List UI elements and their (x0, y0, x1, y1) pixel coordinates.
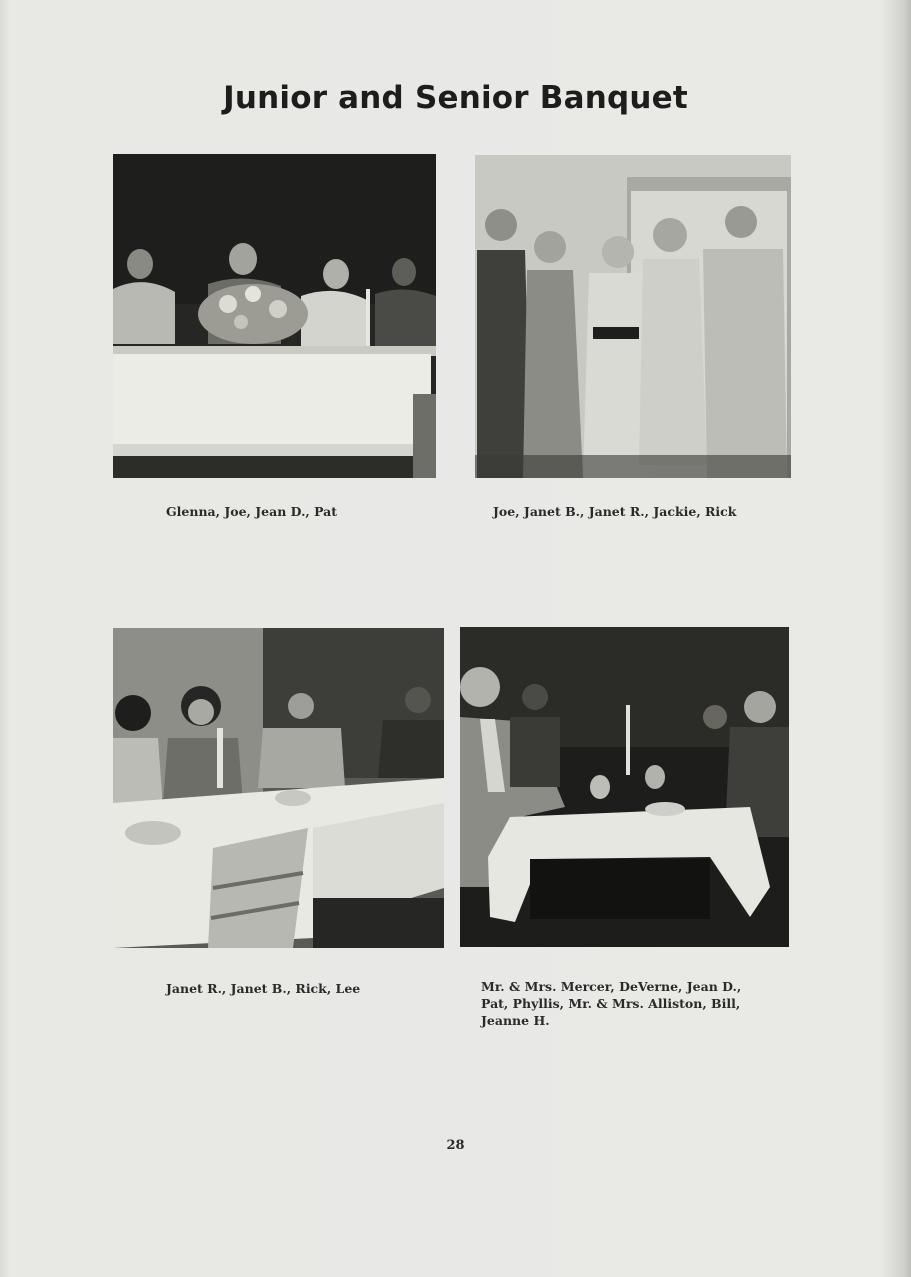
page-title: Junior and Senior Banquet (223, 80, 688, 116)
caption-1: Glenna, Joe, Jean D., Pat (166, 504, 338, 519)
caption-3: Janet R., Janet B., Rick, Lee (166, 981, 361, 996)
caption-4-line-2: Pat, Phyllis, Mr. & Mrs. Alliston, Bill, (481, 996, 741, 1011)
photo-chaperones-table (460, 627, 789, 947)
photo-group-standing (475, 155, 791, 478)
page-number: 28 (446, 1138, 465, 1153)
photo-dinner-table-corner (113, 628, 444, 948)
photo-head-table (113, 154, 436, 478)
caption-4-line-3: Jeanne H. (481, 1013, 550, 1028)
caption-4-line-1: Mr. & Mrs. Mercer, DeVerne, Jean D., (481, 979, 742, 994)
caption-2: Joe, Janet B., Janet R., Jackie, Rick (493, 504, 737, 519)
caption-4 (481, 978, 741, 1029)
